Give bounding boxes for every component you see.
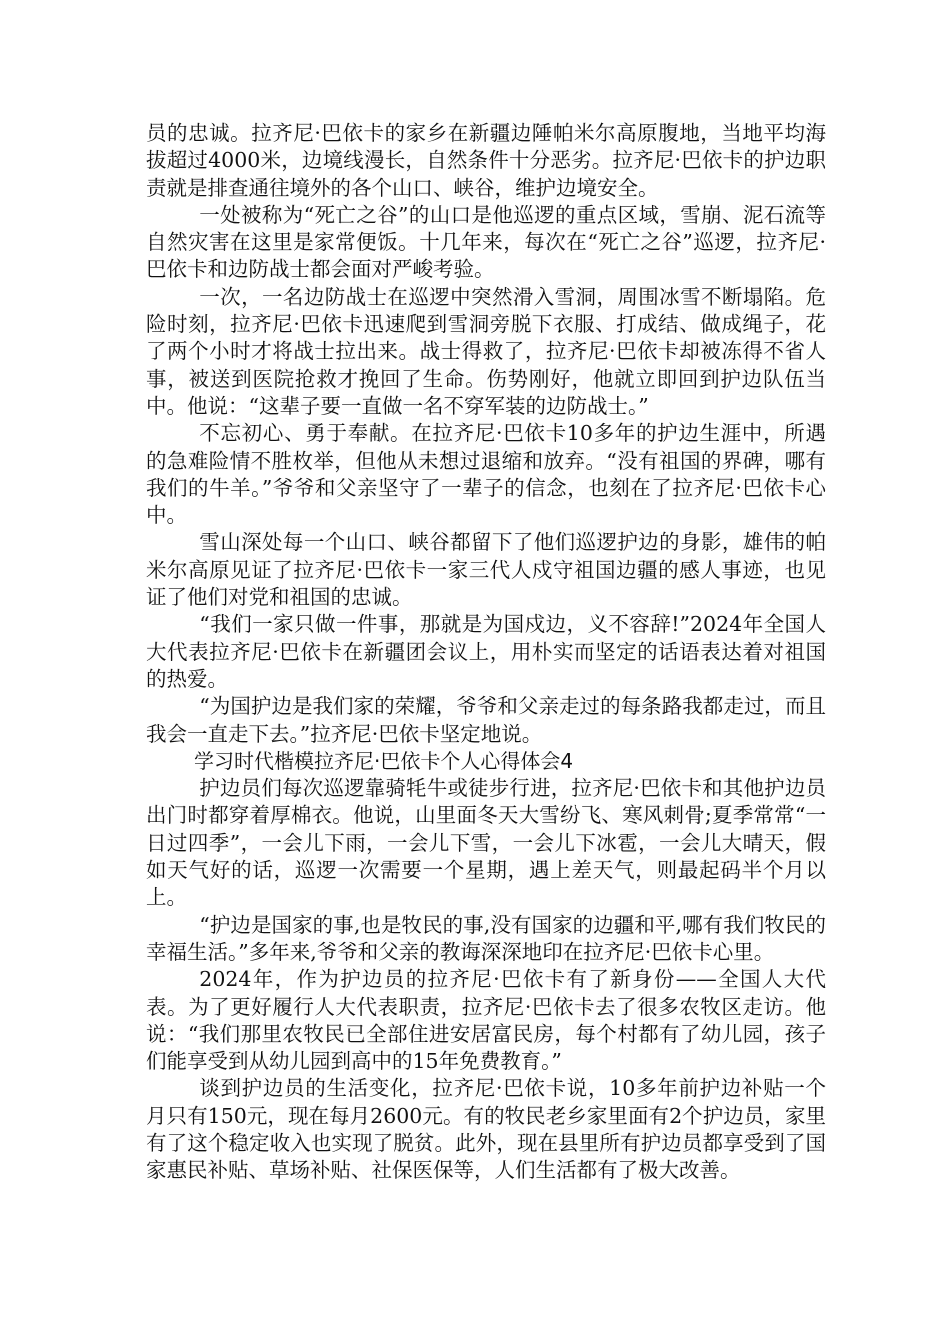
section-heading: 学习时代楷模拉齐尼·巴依卡个人心得体会4: [194, 748, 574, 773]
paragraph: 2024年，作为护边员的拉齐尼·巴依卡有了新身份——全国人大代表。为了更好履行人大代表职责，拉齐尼·巴依卡去了很多农牧区走访。他说：“我们那里农牧民已全部住进安居富民房，每个村都有了幼儿园，孩子们能享受到从幼儿园到高中的15年免费教育。”: [146, 967, 826, 1074]
paragraph: 一处被称为“死亡之谷”的山口是他巡逻的重点区域，雪崩、泥石流等自然灾害在这里是家常便饭。十几年来，每次在“死亡之谷”巡逻，拉齐尼·巴依卡和边防战士都会面对严峻考验。: [146, 202, 826, 282]
paragraph: “护边是国家的事,也是牧民的事,没有国家的边疆和平,哪有我们牧民的幸福生活。”多年来,爷爷和父亲的教诲深深地印在拉齐尼·巴依卡心里。: [146, 912, 826, 964]
document-body: [146, 120, 826, 1185]
paragraph-continued: 员的忠诚。拉齐尼·巴依卡的家乡在新疆边陲帕米尔高原腹地，当地平均海拔超过4000米，边境线漫长，自然条件十分恶劣。拉齐尼·巴依卡的护边职责就是排查通往境外的各个山口、峡谷，维护边境安全。: [146, 121, 826, 200]
paragraph: 谈到护边员的生活变化，拉齐尼·巴依卡说，10多年前护边补贴一个月只有150元，现在每月2600元。有的牧民老乡家里面有2个护边员，家里有了这个稳定收入也实现了脱贫。此外，现在县里所有护边员都享受到了国家惠民补贴、草场补贴、社保医保等，人们生活都有了极大改善。: [146, 1076, 826, 1183]
paragraph: 雪山深处每一个山口、峡谷都留下了他们巡逻护边的身影，雄伟的帕米尔高原见证了拉齐尼·巴依卡一家三代人戍守祖国边疆的感人事迹，也见证了他们对党和祖国的忠诚。: [146, 530, 826, 610]
paragraph: 不忘初心、勇于奉献。在拉齐尼·巴依卡10多年的护边生涯中，所遇的急难险情不胜枚举，但他从未想过退缩和放弃。“没有祖国的界碑，哪有我们的牛羊。”爷爷和父亲坚守了一辈子的信念，也刻在了拉齐尼·巴依卡心中。: [146, 421, 826, 528]
paragraph: 护边员们每次巡逻靠骑牦牛或徒步行进，拉齐尼·巴依卡和其他护边员出门时都穿着厚棉衣。他说，山里面冬天大雪纷飞、寒风刺骨;夏季常常“一日过四季”，一会儿下雨，一会儿下雪，一会儿下冰雹，一会儿大晴天，假如天气好的话，巡逻一次需要一个星期，遇上差天气，则最起码半个月以上。: [146, 776, 826, 910]
paragraph: “为国护边是我们家的荣耀，爷爷和父亲走过的每条路我都走过，而且我会一直走下去。”拉齐尼·巴依卡坚定地说。: [146, 694, 826, 746]
paragraph: “我们一家只做一件事，那就是为国戍边，义不容辞!”2024年全国人大代表拉齐尼·巴依卡在新疆团会议上，用朴实而坚定的话语表达着对祖国的热爱。: [146, 612, 826, 691]
paragraph: 一次，一名边防战士在巡逻中突然滑入雪洞，周围冰雪不断塌陷。危险时刻，拉齐尼·巴依卡迅速爬到雪洞旁脱下衣服、打成结、做成绳子，花了两个小时才将战士拉出来。战士得救了，拉齐尼·巴依卡却被冻得不省人事，被送到医院抢救才挽回了生命。伤势刚好，他就立即回到护边队伍当中。他说：“这辈子要一直做一名不穿军装的边防战士。”: [146, 284, 826, 418]
